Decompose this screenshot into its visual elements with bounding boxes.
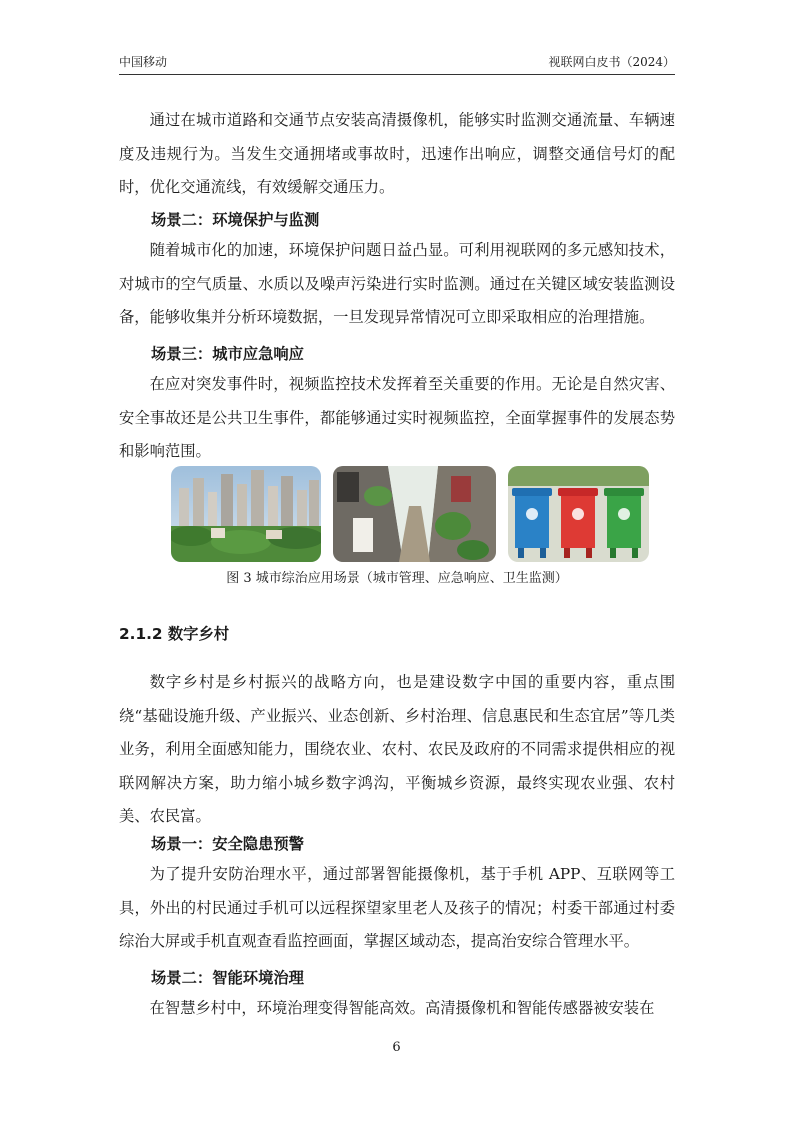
section-heading-digital-village: 2.1.2 数字乡村 <box>119 625 230 643</box>
photo-city-skyline <box>171 466 321 562</box>
paragraph-smart-environment: 在智慧乡村中，环境治理变得智能高效。高清摄像机和智能传感器被安装在 <box>149 999 655 1017</box>
figure-caption: 图 3 城市综治应用场景（城市管理、应急响应、卫生监测） <box>226 571 568 586</box>
photo-old-street <box>333 466 496 562</box>
header-doc-title: 视联网白皮书（2024） <box>548 55 675 69</box>
paragraph-digital-village: 数字乡村是乡村振兴的战略方向，也是建设数字中国的重要内容，重点围绕“基础设施升级、产业振兴、业态创新、乡村治理、信息惠民和生态宜居”等几类业务，利用全面感知能力，围绕农业、农村、农民及政府的不同需求提供相应的视联网解决方案，助力缩小城乡数字鸿沟，平衡城乡资源，最终实现农业强、农村美、农民富。 <box>119 673 675 826</box>
paragraph-safety-warning: 为了提升安防治理水平，通过部署智能摄像机，基于手机 APP、互联网等工具，外出的村民通过手机可以远程探望家里老人及孩子的情况；村委干部通过村委综治大屏或手机直观查看监控画面，掌握区域动态，提高治安综合管理水平。 <box>119 865 675 951</box>
scene-heading-emergency: 场景三：城市应急响应 <box>151 345 304 363</box>
paragraph-environment: 随着城市化的加速，环境保护问题日益凸显。可利用视联网的多元感知技术，对城市的空气质量、水质以及噪声污染进行实时监测。通过在关键区域安装监测设备，能够收集并分析环境数据，一旦发现异常情况可立即采取相应的治理措施。 <box>119 241 675 327</box>
page-number: 6 <box>392 1040 401 1055</box>
header-org: 中国移动 <box>119 55 168 69</box>
paragraph-traffic: 通过在城市道路和交通节点安装高清摄像机，能够实时监测交通流量、车辆速度及违规行为。当发生交通拥堵或事故时，迅速作出响应，调整交通信号灯的配时，优化交通流线，有效缓解交通压力。 <box>119 111 675 197</box>
page-header <box>119 53 675 73</box>
scene-heading-environment: 场景二：环境保护与监测 <box>151 211 320 229</box>
header-rule <box>119 74 675 75</box>
paragraph-emergency: 在应对突发事件时，视频监控技术发挥着至关重要的作用。无论是自然灾害、安全事故还是公共卫生事件，都能够通过实时视频监控，全面掌握事件的发展态势和影响范围。 <box>119 375 675 461</box>
scene-heading-safety-warning: 场景一：安全隐患预警 <box>151 835 304 853</box>
scene-heading-smart-environment: 场景二：智能环境治理 <box>151 969 304 987</box>
photo-waste-bins <box>508 466 649 562</box>
